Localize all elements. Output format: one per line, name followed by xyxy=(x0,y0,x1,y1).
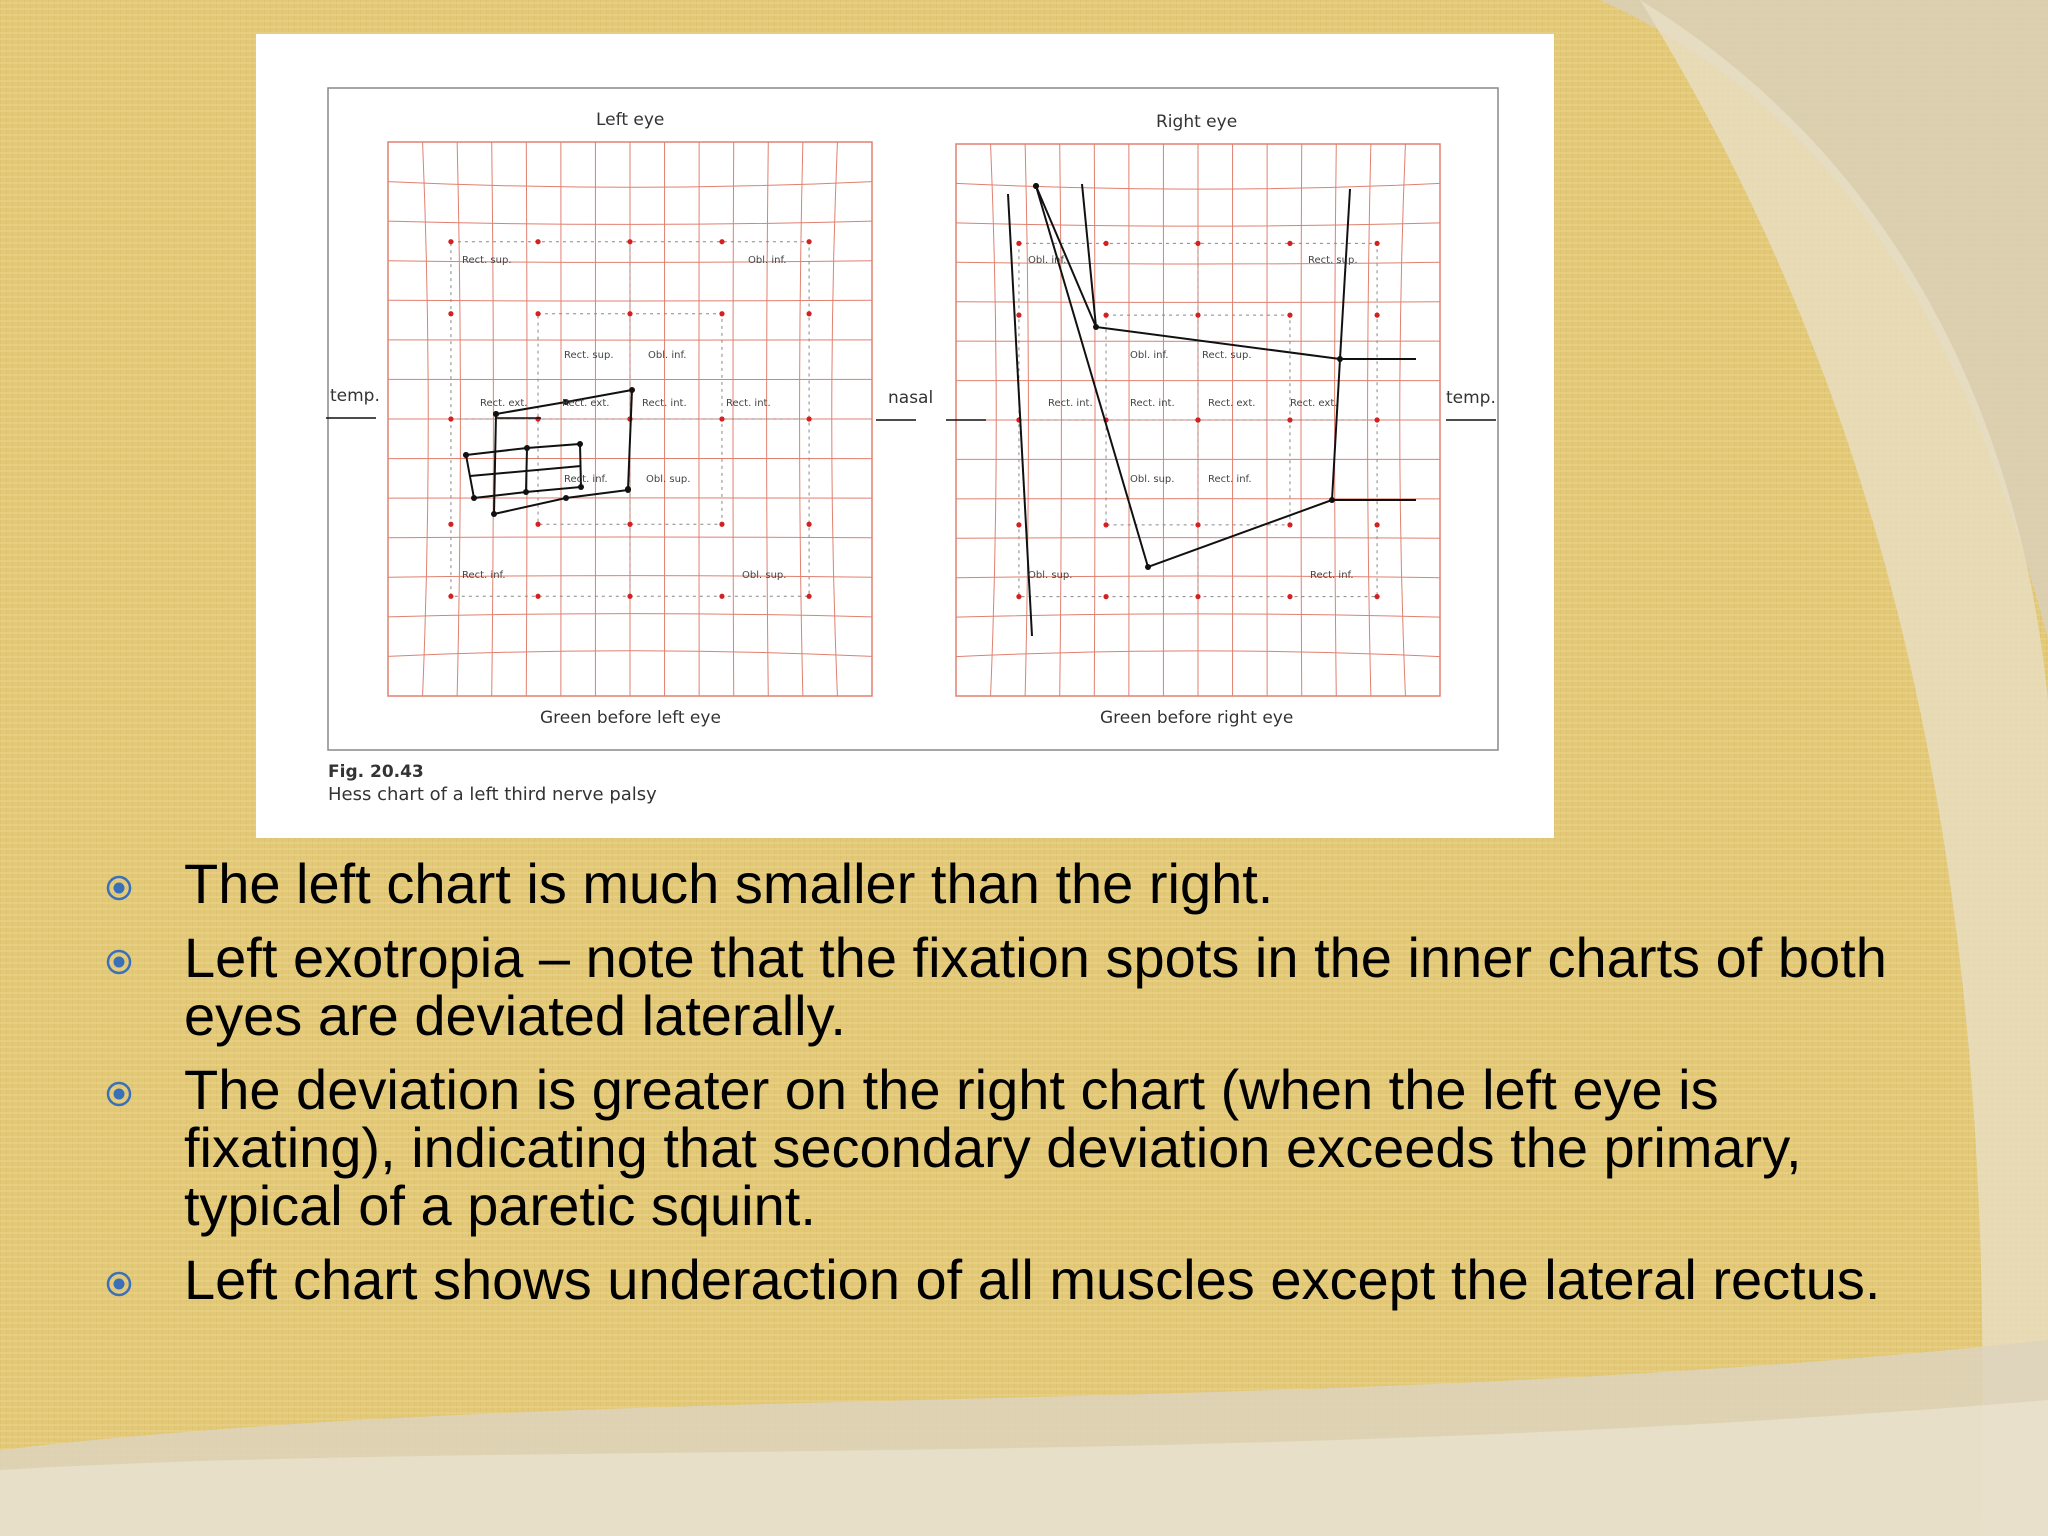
fixation-dot xyxy=(1374,522,1379,527)
left-label: Obl. inf. xyxy=(648,350,687,361)
fixation-dot xyxy=(448,522,453,527)
bullet-item xyxy=(100,926,1910,1047)
fixation-dot xyxy=(535,311,540,316)
left-eye-title: Left eye xyxy=(596,110,665,130)
fixation-dot xyxy=(1016,594,1021,599)
plot-line xyxy=(1082,184,1096,327)
plot-point xyxy=(493,411,499,417)
right-label: Rect. inf. xyxy=(1208,474,1252,485)
left-label: Rect. int. xyxy=(726,398,771,409)
fixation-dot xyxy=(719,311,724,316)
hess-chart-drawing xyxy=(256,34,1554,838)
fixation-dot xyxy=(448,416,453,421)
fixation-dot xyxy=(1374,313,1379,318)
right-label: Rect. sup. xyxy=(1202,350,1252,361)
bullet-text: Left exotropia – note that the fixation spots in the inner charts of both eyes are deviated laterally. xyxy=(184,926,1887,1047)
right-label: Rect. int. xyxy=(1130,398,1175,409)
bullet-item xyxy=(100,852,1910,915)
fixation-dot xyxy=(719,594,724,599)
right-label: Rect. ext. xyxy=(1290,398,1338,409)
left-label: Rect. int. xyxy=(642,398,687,409)
right-label: Rect. inf. xyxy=(1310,570,1354,581)
figure-number: Fig. 20.43 xyxy=(328,762,424,782)
right-label: Rect. ext. xyxy=(1208,398,1256,409)
fixation-dot xyxy=(535,522,540,527)
fixation-dot xyxy=(1287,417,1292,422)
plot-line xyxy=(1340,189,1350,359)
fixation-dot xyxy=(1103,522,1108,527)
left-label: Rect. ext. xyxy=(480,398,528,409)
right-label: Obl. inf. xyxy=(1028,255,1067,266)
left-temp-label: temp. xyxy=(330,386,380,406)
fixation-dot xyxy=(627,239,632,244)
fixation-dot xyxy=(719,416,724,421)
bullet-circle-icon xyxy=(106,1081,132,1107)
fixation-dot xyxy=(1374,241,1379,246)
fixation-dot xyxy=(1287,522,1292,527)
fixation-dot xyxy=(806,239,811,244)
left-label: Rect. inf. xyxy=(564,474,608,485)
left-label: Rect. inf. xyxy=(462,570,506,581)
left-label: Obl. inf. xyxy=(748,255,787,266)
fixation-dot xyxy=(1195,594,1200,599)
fixation-dot xyxy=(1016,241,1021,246)
fixation-dot xyxy=(806,522,811,527)
plot-point xyxy=(563,495,569,501)
bullet-circle-icon xyxy=(106,875,132,901)
hess-chart-figure xyxy=(256,34,1554,838)
left-label: Rect. ext. xyxy=(562,398,610,409)
fixation-dot xyxy=(1016,313,1021,318)
fixation-dot xyxy=(1195,417,1200,422)
fixation-dot xyxy=(806,416,811,421)
fixation-dot xyxy=(1374,417,1379,422)
left-label: Rect. sup. xyxy=(564,350,614,361)
right-eye-title: Right eye xyxy=(1156,112,1238,132)
right-eye-grid xyxy=(956,144,1440,696)
right-label: Rect. sup. xyxy=(1308,255,1358,266)
fixation-dot xyxy=(535,416,540,421)
fixation-dot xyxy=(1287,241,1292,246)
left-label: Obl. sup. xyxy=(646,474,691,485)
right-eye-caption: Green before right eye xyxy=(1100,708,1294,728)
bullet-text: The left chart is much smaller than the right. xyxy=(184,852,1274,915)
right-label: Obl. sup. xyxy=(1028,570,1073,581)
right-label: Obl. inf. xyxy=(1130,350,1169,361)
right-eye-plot xyxy=(1008,183,1416,636)
bullet-item xyxy=(100,1058,1910,1237)
left-label: Obl. sup. xyxy=(742,570,787,581)
fixation-dot xyxy=(719,239,724,244)
fixation-dot xyxy=(806,311,811,316)
plot-point xyxy=(625,487,631,493)
fixation-dot xyxy=(719,522,724,527)
fixation-dot xyxy=(1195,522,1200,527)
plot-point xyxy=(491,511,497,517)
fixation-dot xyxy=(535,239,540,244)
left-label: Rect. sup. xyxy=(462,255,512,266)
fixation-dot xyxy=(627,594,632,599)
bullet-item xyxy=(100,1248,1910,1311)
fixation-dot xyxy=(1374,594,1379,599)
plot-point xyxy=(1033,183,1039,189)
bullet-list xyxy=(100,852,1910,1325)
fixation-dot xyxy=(1016,522,1021,527)
fixation-dot xyxy=(806,594,811,599)
fixation-dot xyxy=(535,594,540,599)
plot-point xyxy=(1145,564,1151,570)
left-eye-caption: Green before left eye xyxy=(540,708,721,728)
plot-point xyxy=(463,452,469,458)
fixation-dot xyxy=(1195,313,1200,318)
bullet-text: The deviation is greater on the right chart (when the left eye is fixating), indicating that secondary deviation exceeds the primary, typical of a paretic squint. xyxy=(184,1058,1802,1237)
bullet-circle-icon xyxy=(106,949,132,975)
plot-point xyxy=(577,441,583,447)
fixation-dot xyxy=(1103,594,1108,599)
fixation-dot xyxy=(627,522,632,527)
right-temp-label: temp. xyxy=(1446,388,1496,408)
fixation-dot xyxy=(448,311,453,316)
fixation-dot xyxy=(627,311,632,316)
nasal-label: nasal xyxy=(888,388,934,408)
fixation-dot xyxy=(1287,313,1292,318)
fixation-dot xyxy=(1287,594,1292,599)
fixation-dot xyxy=(1103,241,1108,246)
fixation-dot xyxy=(1195,241,1200,246)
bullet-circle-icon xyxy=(106,1271,132,1297)
plot-point xyxy=(471,495,477,501)
right-label: Obl. sup. xyxy=(1130,474,1175,485)
figure-caption: Hess chart of a left third nerve palsy xyxy=(328,784,657,805)
fixation-dot xyxy=(448,594,453,599)
bullet-text: Left chart shows underaction of all muscles except the lateral rectus. xyxy=(184,1248,1881,1311)
fixation-dot xyxy=(448,239,453,244)
plot-point xyxy=(629,387,635,393)
right-label: Rect. int. xyxy=(1048,398,1093,409)
fixation-dot xyxy=(1103,313,1108,318)
